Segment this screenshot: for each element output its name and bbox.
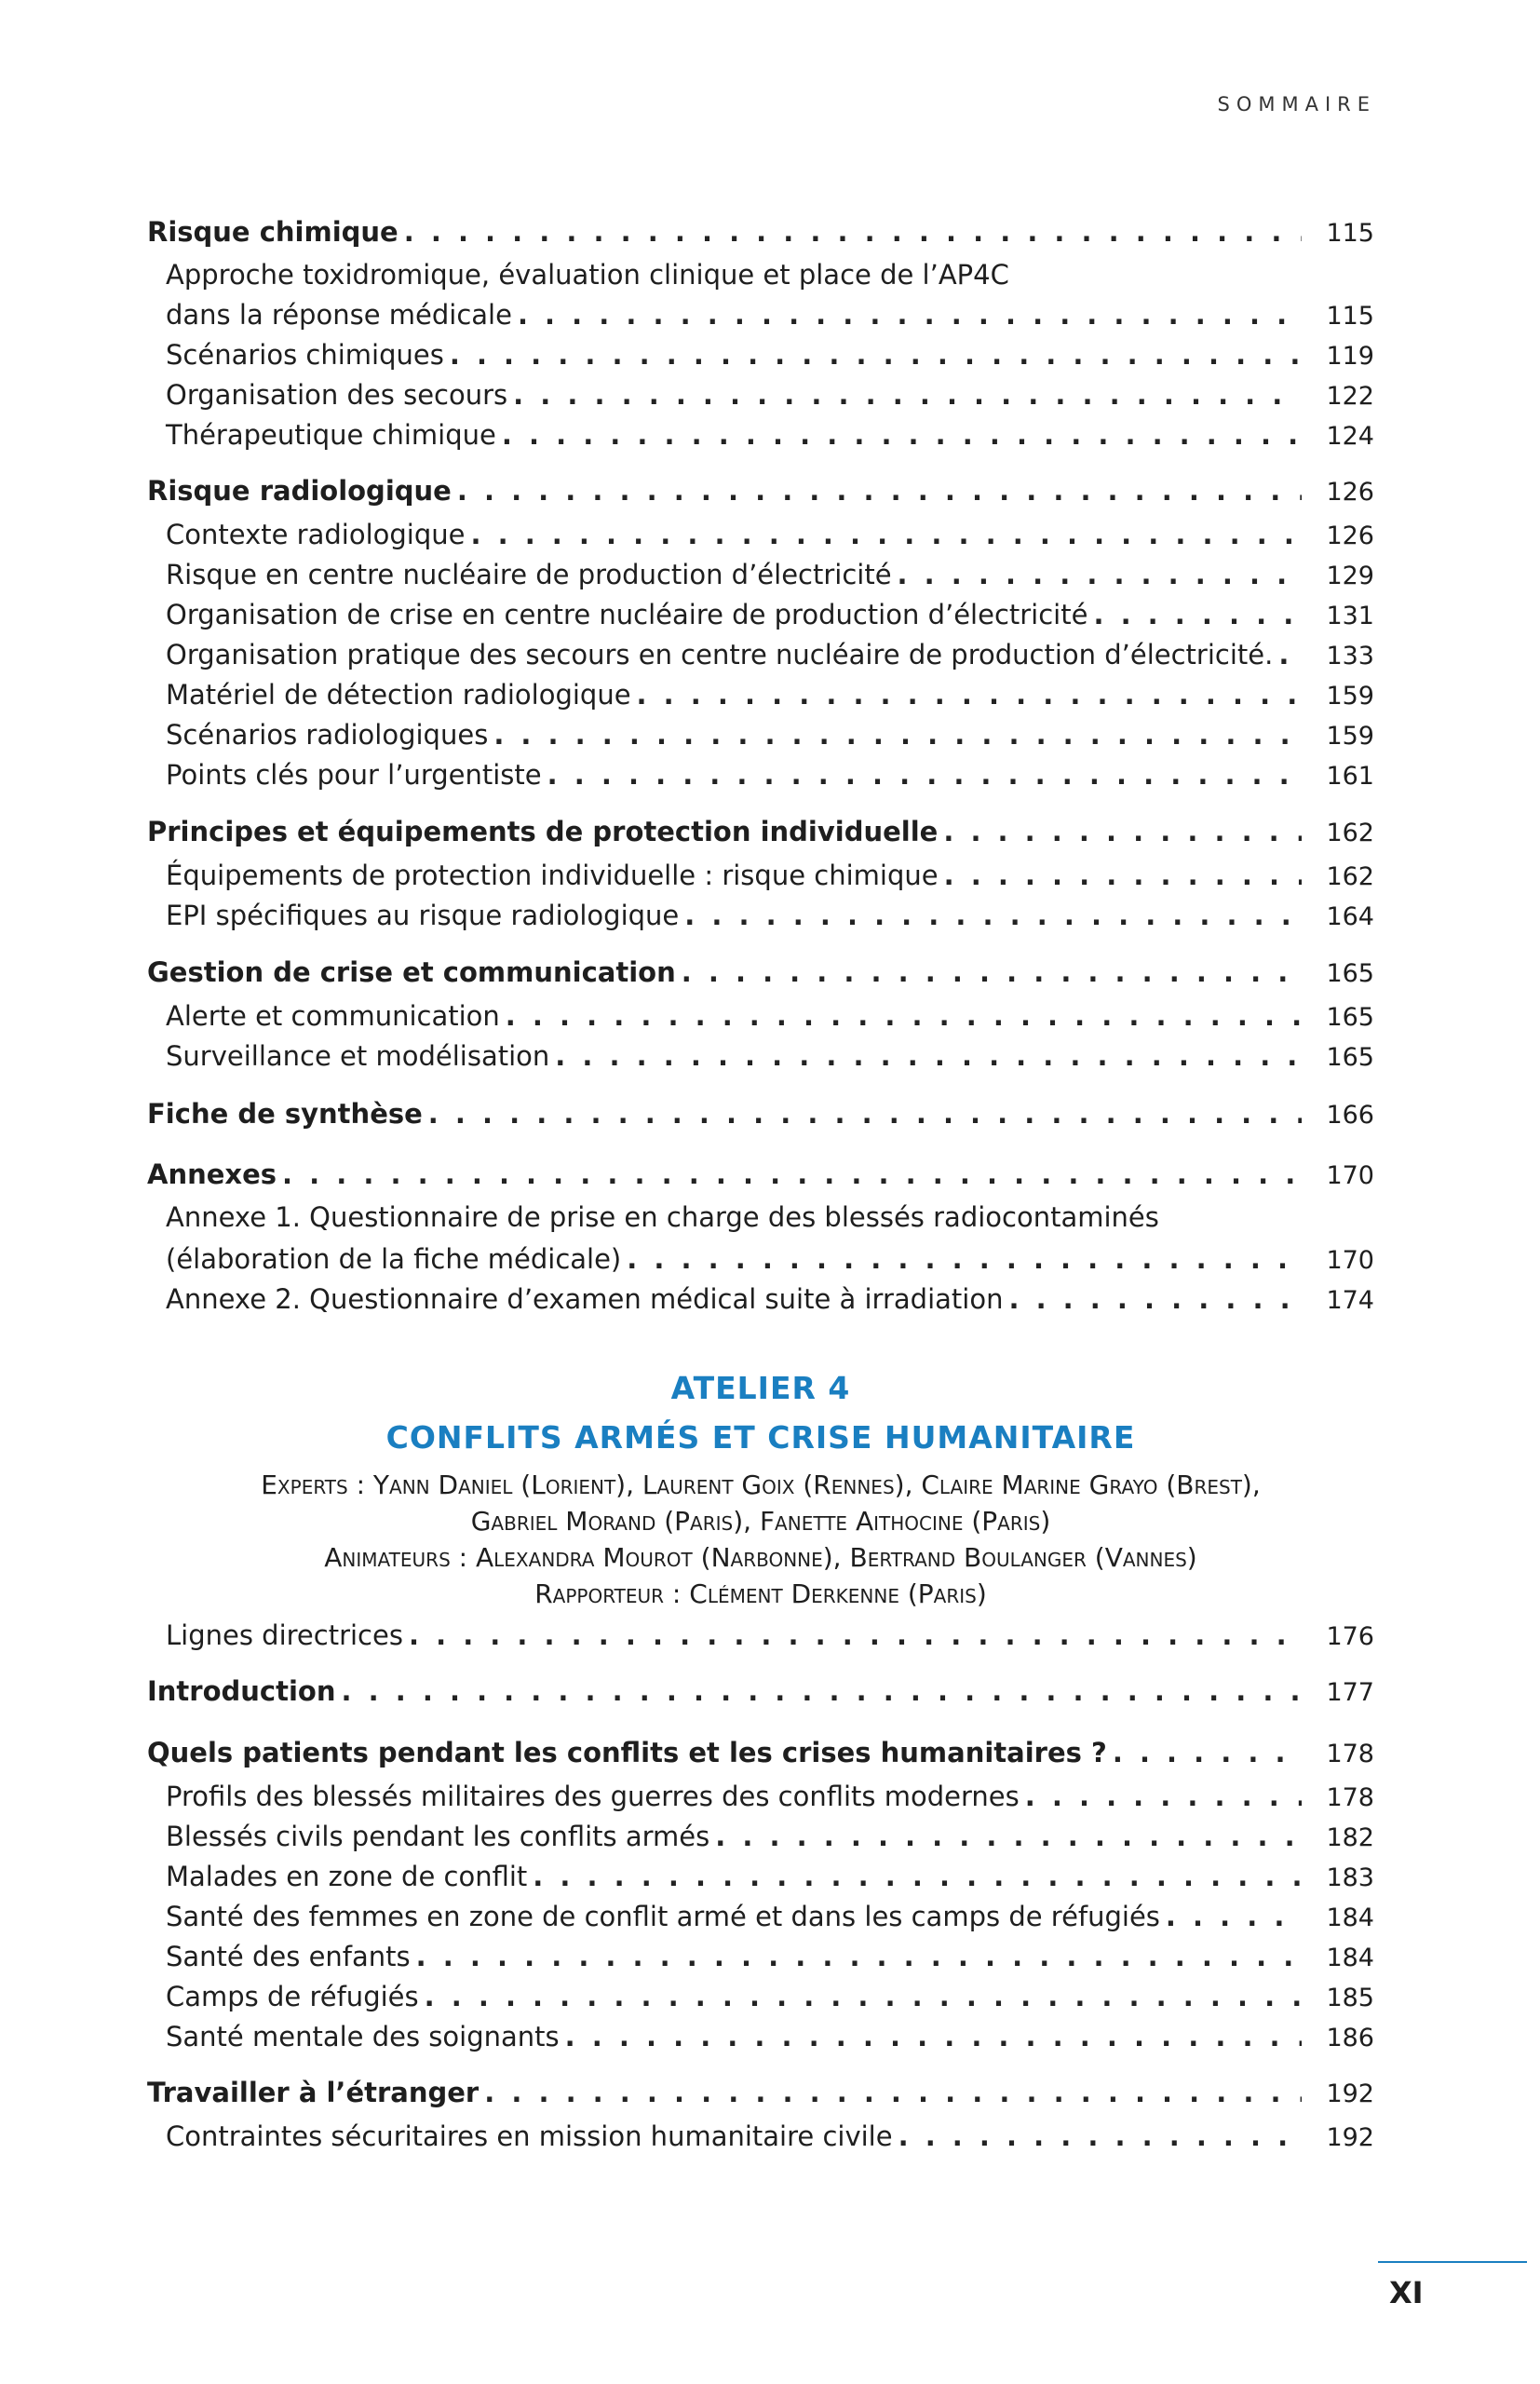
toc-entry-main[interactable] — [147, 816, 1374, 847]
page-ref: 186 — [1326, 2024, 1374, 2052]
entry-title: Points clés pour l’urgentiste — [166, 759, 542, 791]
toc-entry-main[interactable] — [147, 1158, 1374, 1190]
page-ref: 192 — [1326, 2123, 1374, 2152]
page-ref: 170 — [1326, 1246, 1374, 1275]
entry-title: Fiche de synthèse — [147, 1098, 423, 1130]
page-ref: 159 — [1326, 722, 1374, 751]
toc-entry-sub[interactable] — [166, 299, 1374, 331]
running-header: SOMMAIRE — [1217, 93, 1376, 115]
page-ref: 164 — [1326, 902, 1374, 931]
page-ref: 161 — [1326, 762, 1374, 791]
leader-dots — [939, 860, 1302, 891]
page-ref: 183 — [1326, 1863, 1374, 1892]
leader-dots — [500, 1000, 1302, 1032]
entry-title: Organisation de crise en centre nucléaire de production d’électricité — [166, 599, 1088, 630]
page-ref: 165 — [1326, 959, 1374, 988]
entry-title: (élaboration de la fiche médicale) — [166, 1243, 622, 1275]
page-ref: 129 — [1326, 562, 1374, 590]
entry-title: Thérapeutique chimique — [166, 419, 496, 451]
page-ref: 176 — [1326, 1622, 1374, 1651]
leader-dots — [452, 475, 1302, 507]
toc-entry-sub[interactable] — [166, 1283, 1374, 1315]
leader-dots — [488, 719, 1302, 751]
leader-dots — [1107, 1737, 1302, 1768]
entry-title: Contexte radiologique — [166, 519, 466, 550]
page-ref: 115 — [1326, 302, 1374, 331]
leader-dots — [527, 1861, 1302, 1892]
leader-dots — [465, 519, 1302, 550]
leader-dots — [423, 1098, 1302, 1130]
entry-title: Travailler à l’étranger — [147, 2077, 480, 2108]
toc-entry-sub[interactable] — [166, 679, 1374, 711]
toc-entry-sub[interactable] — [166, 719, 1374, 751]
toc-entry-sub[interactable] — [166, 1861, 1374, 1892]
toc-entry-sub[interactable] — [166, 1821, 1374, 1852]
workshop-title: ATELIER 4 — [670, 1370, 851, 1406]
leader-dots — [679, 900, 1302, 931]
toc-entry-main[interactable] — [147, 475, 1374, 507]
toc-entry-sub[interactable] — [166, 1941, 1374, 1972]
entry-title: Profils des blessés militaires des guerres des conflits modernes — [166, 1781, 1020, 1812]
toc-entry-main[interactable] — [147, 2077, 1374, 2108]
entry-title: Surveillance et modélisation — [166, 1040, 550, 1072]
experts-line: Gabriel Morand (Paris), Fanette Aithocine (Paris) — [470, 1506, 1051, 1537]
leader-dots — [479, 2077, 1302, 2108]
page-ref: 170 — [1326, 1161, 1374, 1190]
leader-dots — [496, 419, 1302, 451]
leader-dots — [411, 1941, 1302, 1972]
leader-dots — [893, 2120, 1302, 2152]
entry-title: dans la réponse médicale — [166, 299, 512, 331]
toc-entry-sub[interactable] — [166, 759, 1374, 791]
leader-dots — [1020, 1781, 1302, 1812]
leader-dots — [631, 679, 1302, 711]
page-ref: 174 — [1326, 1286, 1374, 1315]
toc-entry-sub[interactable] — [166, 2021, 1374, 2052]
toc-entry-sub[interactable] — [166, 559, 1374, 590]
page-ref: 166 — [1326, 1101, 1374, 1130]
leader-dots — [1003, 1283, 1302, 1315]
leader-dots — [549, 1040, 1302, 1072]
leader-dots — [512, 299, 1302, 331]
page-ref: 184 — [1326, 1944, 1374, 1972]
entry-title: Annexes — [147, 1158, 277, 1190]
entry-title: Malades en zone de conflit — [166, 1861, 528, 1892]
entry-title: Blessés civils pendant les conflits armés — [166, 1821, 710, 1852]
toc-entry-sub[interactable] — [166, 1981, 1374, 2012]
entry-title: Lignes directrices — [166, 1619, 403, 1651]
page-ref: 192 — [1326, 2079, 1374, 2108]
page-ref: 178 — [1326, 1783, 1374, 1812]
page-ref: 131 — [1326, 602, 1374, 630]
entry-title: Alerte et communication — [166, 1000, 500, 1032]
entry-title: Santé des femmes en zone de conflit armé et dans les camps de réfugiés — [166, 1901, 1160, 1932]
page-ref: 122 — [1326, 382, 1374, 411]
toc-entry-main[interactable] — [147, 956, 1374, 988]
page-ref: 178 — [1326, 1740, 1374, 1768]
toc-entry-sub[interactable] — [166, 2120, 1374, 2152]
leader-dots — [542, 759, 1302, 791]
page-ref: 177 — [1326, 1678, 1374, 1707]
entry-title: Santé des enfants — [166, 1941, 411, 1972]
page-ref: 115 — [1326, 219, 1374, 248]
entry-title: Contraintes sécuritaires en mission humanitaire civile — [166, 2120, 893, 2152]
leader-dots — [709, 1821, 1302, 1852]
page-number: XI — [1389, 2275, 1424, 2310]
entry-title: EPI spécifiques au risque radiologique — [166, 900, 680, 931]
leader-dots — [1087, 599, 1302, 630]
entry-title: Santé mentale des soignants — [166, 2021, 560, 2052]
page-ref: 159 — [1326, 682, 1374, 711]
page-ref: 165 — [1326, 1043, 1374, 1072]
entry-title: Gestion de crise et communication — [147, 956, 676, 988]
leader-dots — [336, 1675, 1303, 1707]
leader-dots — [892, 559, 1302, 590]
leader-dots — [444, 339, 1302, 371]
toc-entry-sub[interactable] — [166, 599, 1374, 630]
entry-title: Organisation des secours — [166, 379, 508, 411]
entry-title: Risque en centre nucléaire de production d’électricité — [166, 559, 892, 590]
entry-title: Organisation pratique des secours en centre nucléaire de production d’électricité. — [166, 639, 1274, 670]
experts-line: Experts : Yann Daniel (Lorient), Laurent Goix (Rennes), Claire Marine Grayo (Brest), — [261, 1470, 1261, 1500]
page-ref: 184 — [1326, 1903, 1374, 1932]
page-ref: 165 — [1326, 1003, 1374, 1032]
leader-dots — [560, 2021, 1302, 2052]
footer-rule — [1378, 2261, 1527, 2263]
page-ref: 185 — [1326, 1984, 1374, 2012]
toc-entry-sub[interactable] — [166, 860, 1374, 891]
entry-title-line1: Approche toxidromique, évaluation clinique et place de l’AP4C — [166, 259, 1009, 291]
toc-entry-sub[interactable] — [166, 900, 1374, 931]
toc-entry-main[interactable] — [147, 1675, 1374, 1707]
entry-title: Scénarios chimiques — [166, 339, 444, 371]
page-ref: 133 — [1326, 642, 1374, 670]
leader-dots — [1273, 639, 1302, 670]
page-ref: 126 — [1326, 478, 1374, 507]
toc-entry-sub[interactable] — [166, 339, 1374, 371]
entry-title: Introduction — [147, 1675, 336, 1707]
entry-title: Scénarios radiologiques — [166, 719, 489, 751]
page-ref: 182 — [1326, 1823, 1374, 1852]
entry-title: Principes et équipements de protection individuelle — [147, 816, 939, 847]
page-ref: 126 — [1326, 522, 1374, 550]
leader-dots — [507, 379, 1302, 411]
toc-entry-sub[interactable] — [166, 1243, 1374, 1275]
toc-entry-sub[interactable] — [166, 419, 1374, 451]
leader-dots — [277, 1158, 1302, 1190]
entry-title: Camps de réfugiés — [166, 1981, 419, 2012]
page-ref: 124 — [1326, 422, 1374, 451]
toc-entry-sub[interactable] — [166, 1781, 1374, 1812]
entry-title: Annexe 2. Questionnaire d’examen médical suite à irradiation — [166, 1283, 1004, 1315]
entry-title: Quels patients pendant les conflits et les crises humanitaires ? — [147, 1737, 1107, 1768]
leader-dots — [403, 1619, 1302, 1651]
toc-entry-sub[interactable] — [166, 1000, 1374, 1032]
rapporteur-line: Rapporteur : Clément Derkenne (Paris) — [534, 1578, 987, 1609]
entry-title: Matériel de détection radiologique — [166, 679, 631, 711]
entry-title: Risque chimique — [147, 216, 399, 248]
page-ref: 162 — [1326, 819, 1374, 847]
leader-dots — [938, 816, 1302, 847]
toc-entry-sub[interactable] — [166, 519, 1374, 550]
toc-entry-main[interactable] — [147, 1737, 1374, 1768]
toc-entry-sub[interactable] — [166, 1040, 1374, 1072]
page-ref: 162 — [1326, 862, 1374, 891]
leader-dots — [1160, 1901, 1302, 1932]
leader-dots — [419, 1981, 1302, 2012]
leader-dots — [621, 1243, 1302, 1275]
leader-dots — [676, 956, 1302, 988]
workshop-subtitle: CONFLITS ARMÉS ET CRISE HUMANITAIRE — [385, 1419, 1136, 1456]
leader-dots — [399, 216, 1302, 248]
toc-entry-sub[interactable] — [166, 1901, 1374, 1932]
toc-entry-main[interactable] — [147, 1098, 1374, 1130]
entry-title: Risque radiologique — [147, 475, 452, 507]
toc-entry-sub[interactable] — [166, 639, 1374, 670]
entry-title: Équipements de protection individuelle : risque chimique — [166, 860, 939, 891]
animateurs-line: Animateurs : Alexandra Mourot (Narbonne), Bertrand Boulanger (Vannes) — [324, 1542, 1197, 1573]
toc-entry-sub[interactable] — [166, 1619, 1374, 1651]
toc-entry-sub[interactable] — [166, 379, 1374, 411]
entry-title-line1: Annexe 1. Questionnaire de prise en charge des blessés radiocontaminés — [166, 1201, 1159, 1233]
toc-entry-main[interactable] — [147, 216, 1374, 248]
page-ref: 119 — [1326, 342, 1374, 371]
